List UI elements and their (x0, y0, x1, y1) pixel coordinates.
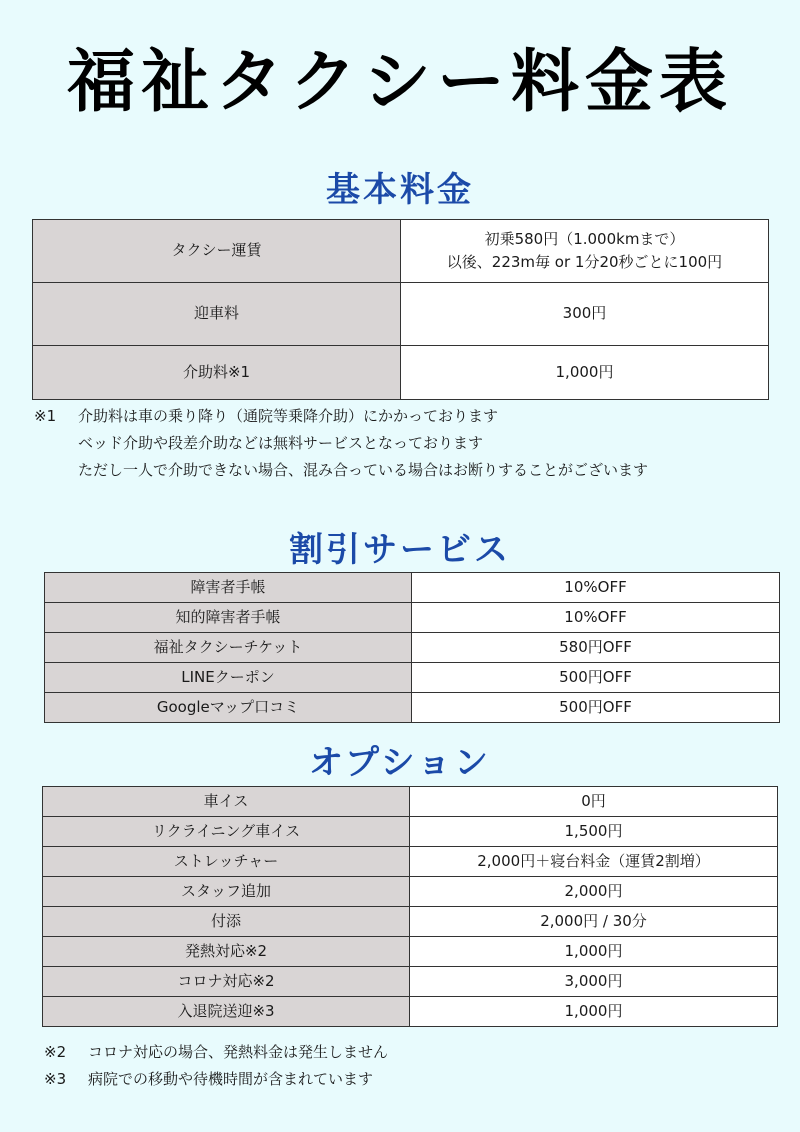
table-row (43, 787, 778, 817)
note-mark: ※3 (44, 1070, 67, 1088)
table-row (33, 283, 769, 346)
discount-value: 10%OFF (412, 573, 780, 603)
discount-label: LINEクーポン (45, 663, 412, 693)
discount-heading: 割引サービス (289, 530, 511, 570)
note-2 (44, 1041, 388, 1062)
basic-fee-heading: 基本料金 (326, 170, 474, 210)
basic-fee-value (401, 220, 769, 283)
option-value: 0円 (410, 787, 778, 817)
table-row (45, 603, 780, 633)
option-value: 1,000円 (410, 997, 778, 1027)
table-row (45, 633, 780, 663)
note-1-line-2: ベッド介助や段差介助などは無料サービスとなっております (78, 434, 484, 452)
note-text: 介助料は車の乗り降り（通院等乗降介助）にかかっております (78, 407, 499, 425)
table-row (43, 997, 778, 1027)
note-text: コロナ対応の場合、発熱料金は発生しません (88, 1043, 389, 1061)
discount-label: 障害者手帳 (45, 573, 412, 603)
options-heading: オプション (309, 743, 491, 783)
option-label: リクライニング車イス (43, 817, 410, 847)
table-row (43, 817, 778, 847)
option-value: 3,000円 (410, 967, 778, 997)
option-value: 2,000円 / 30分 (410, 907, 778, 937)
option-label: 発熱対応※2 (43, 937, 410, 967)
table-row (43, 877, 778, 907)
table-row (43, 847, 778, 877)
basic-fee-value-line: 以後、223m毎 or 1分20秒ごとに100円 (446, 253, 723, 271)
note-mark: ※2 (44, 1043, 67, 1061)
table-row (43, 907, 778, 937)
option-label: スタッフ追加 (43, 877, 410, 907)
table-row (33, 346, 769, 400)
option-label: 車イス (43, 787, 410, 817)
table-row (45, 573, 780, 603)
page-title: 福祉タクシー料金表 (66, 43, 733, 122)
basic-fee-value (401, 346, 769, 400)
basic-fee-value-line: 1,000円 (555, 362, 614, 381)
discount-label: 知的障害者手帳 (45, 603, 412, 633)
basic-fee-label: タクシー運賃 (33, 220, 401, 283)
option-value: 1,000円 (410, 937, 778, 967)
option-value: 1,500円 (410, 817, 778, 847)
note-text: 病院での移動や待機時間が含まれています (88, 1070, 374, 1088)
discount-label: 福祉タクシーチケット (45, 633, 412, 663)
table-row (43, 967, 778, 997)
table-row (33, 220, 769, 283)
options-table (42, 786, 778, 1027)
note-1-line-3: ただし一人で介助できない場合、混み合っている場合はお断りすることがございます (78, 461, 649, 479)
option-value: 2,000円 (410, 877, 778, 907)
option-label: コロナ対応※2 (43, 967, 410, 997)
basic-fee-label: 迎車料 (33, 283, 401, 346)
discount-label: Googleマップ口コミ (45, 693, 412, 723)
table-row (45, 663, 780, 693)
note-1 (34, 405, 498, 426)
option-label: 付添 (43, 907, 410, 937)
basic-fee-table (32, 219, 769, 400)
option-label: 入退院送迎※3 (43, 997, 410, 1027)
basic-fee-value-line: 初乗580円（1.000kmまで） (484, 229, 685, 248)
discount-value: 10%OFF (412, 603, 780, 633)
discount-value: 500円OFF (412, 663, 780, 693)
basic-fee-value-line: 300円 (562, 304, 607, 323)
note-3 (44, 1068, 373, 1089)
discount-value: 500円OFF (412, 693, 780, 723)
basic-fee-value (401, 283, 769, 346)
table-row (45, 693, 780, 723)
table-row (43, 937, 778, 967)
note-mark: ※1 (34, 407, 57, 425)
discount-value: 580円OFF (412, 633, 780, 663)
option-label: ストレッチャー (43, 847, 410, 877)
discount-table (44, 572, 780, 723)
option-value: 2,000円＋寝台料金（運賃2割増） (410, 847, 778, 877)
basic-fee-label: 介助料※1 (33, 346, 401, 400)
